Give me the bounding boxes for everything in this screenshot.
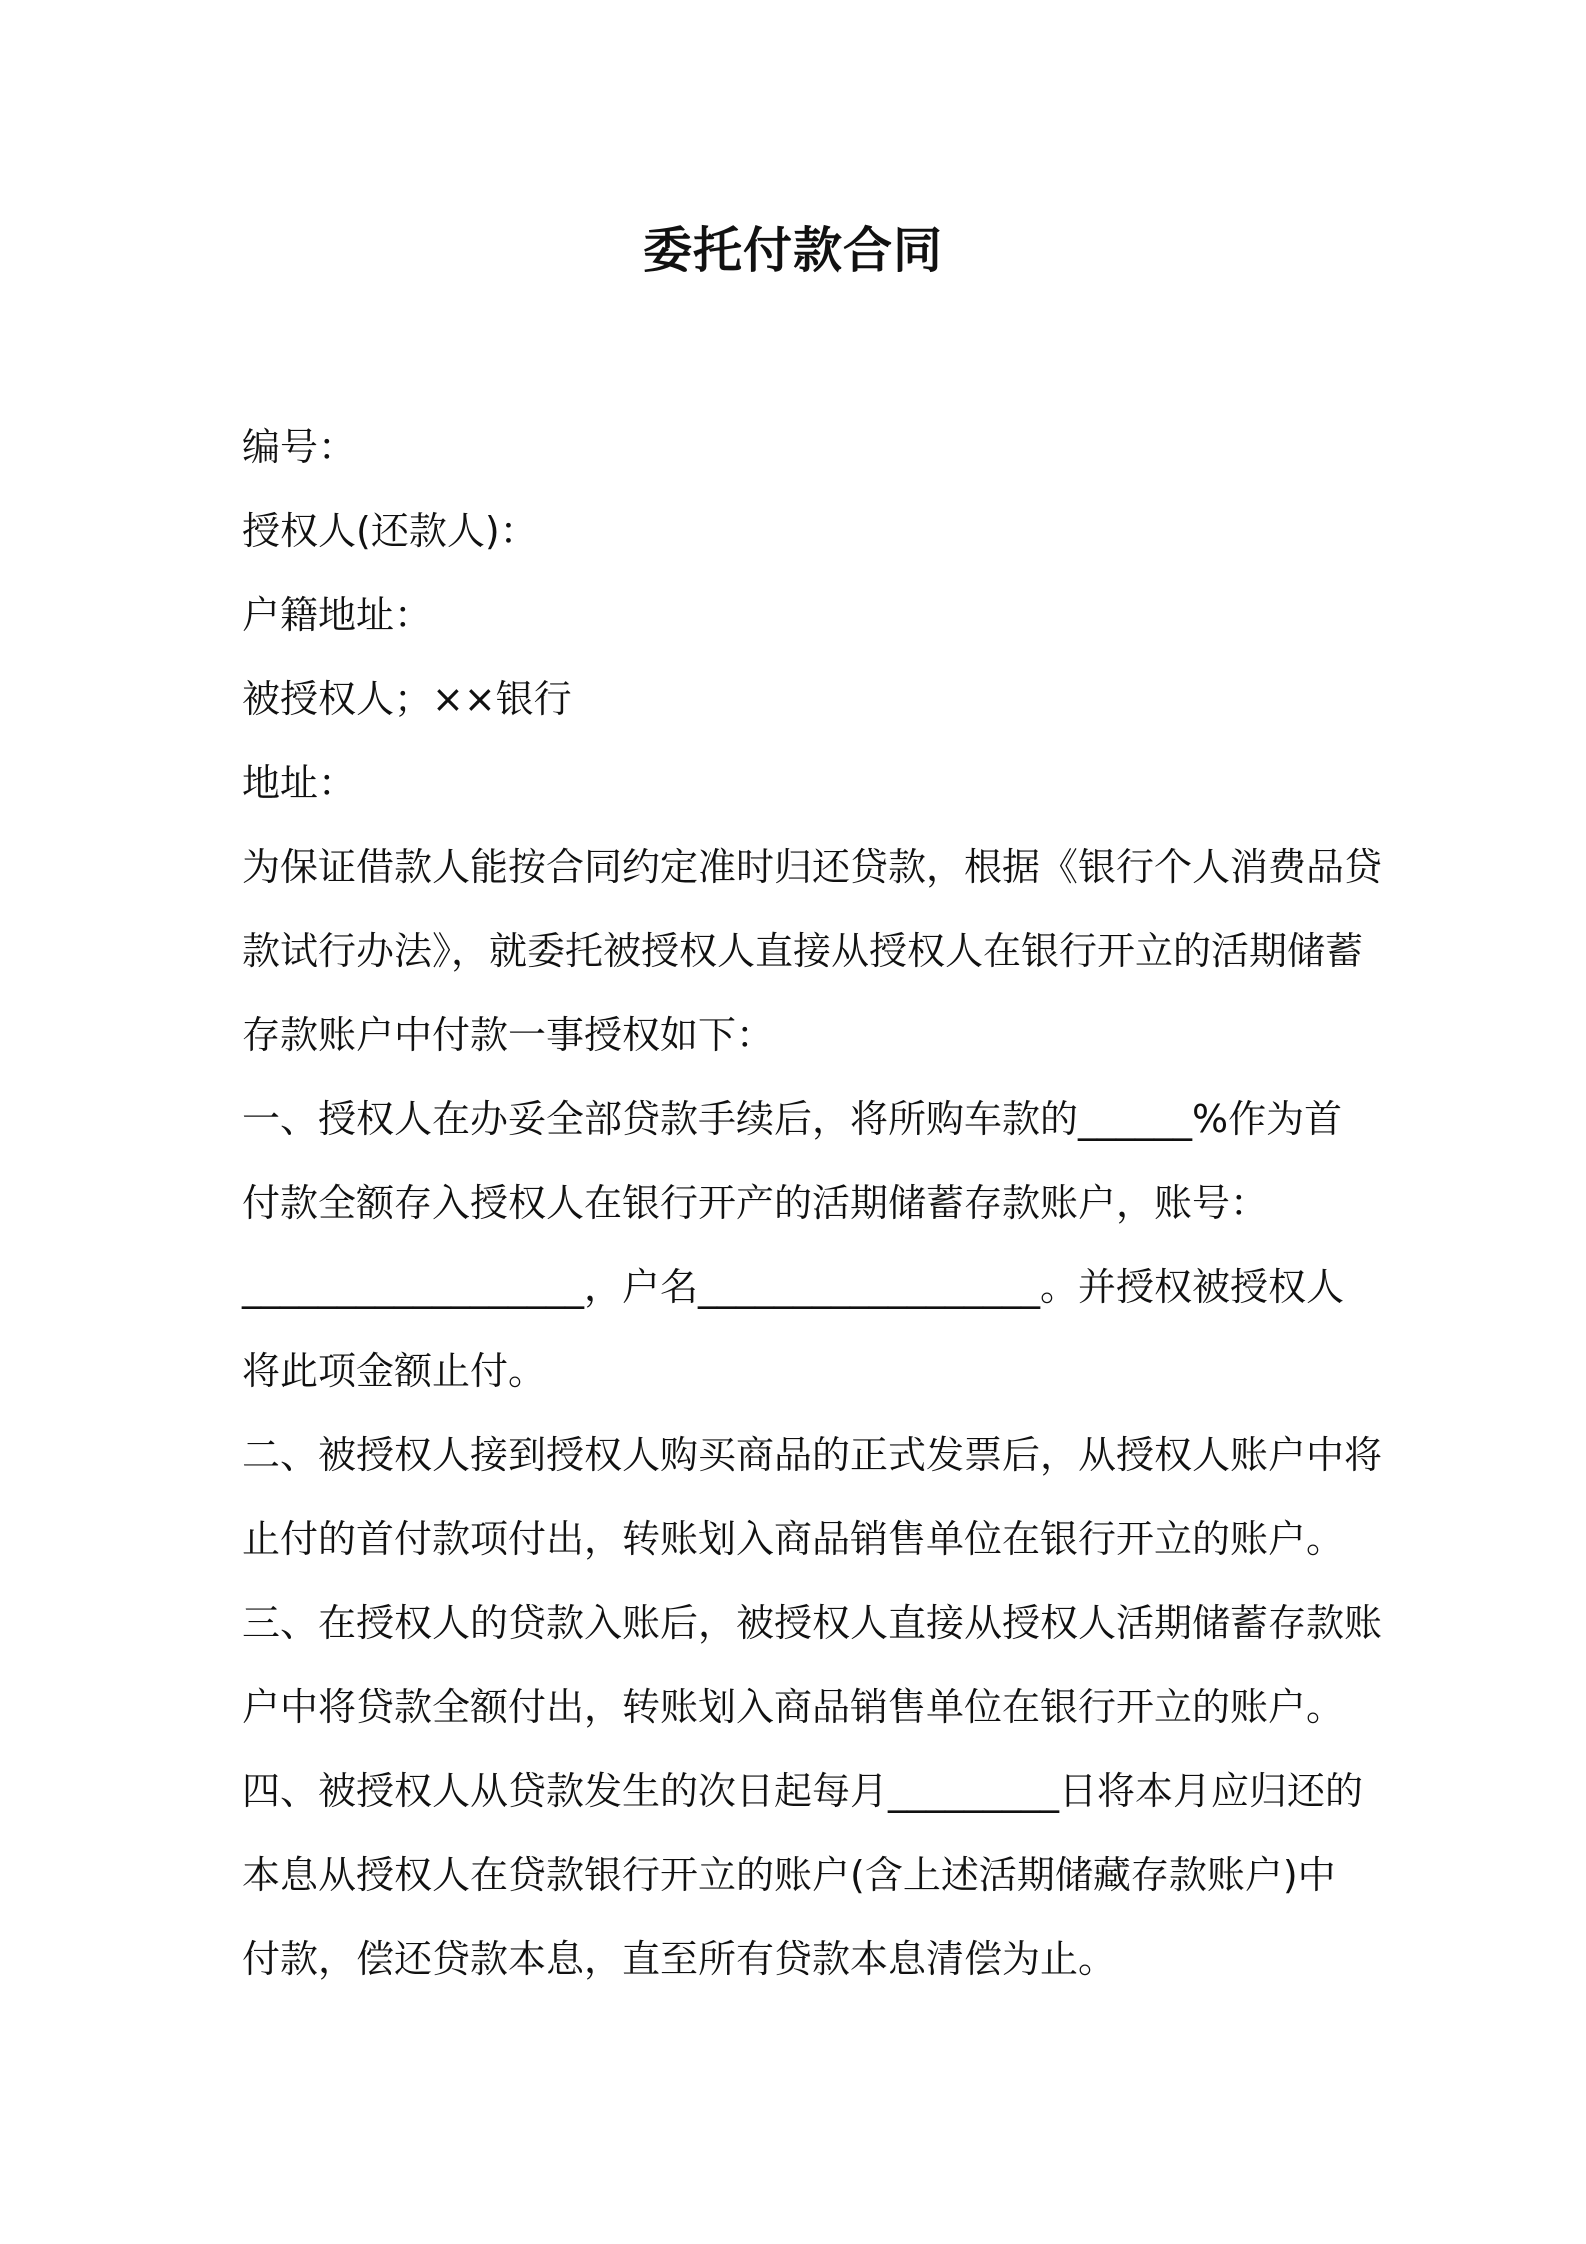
field-authorized-party: 被授权人；××银行 — [242, 677, 572, 721]
clause-1-line: 将此项金额止付。 — [242, 1349, 547, 1393]
clause-4-line: 本息从授权人在贷款银行开立的账户(含上述活期储藏存款账户)中 — [242, 1853, 1336, 1897]
field-address: 地址： — [242, 761, 357, 805]
field-authorizer: 授权人(还款人)： — [242, 509, 538, 553]
clause-3-line: 户中将贷款全额付出，转账划入商品销售单位在银行开立的账户。 — [242, 1685, 1345, 1729]
preamble-line: 存款账户中付款一事授权如下： — [242, 1013, 775, 1057]
clause-2-line: 止付的首付款项付出，转账划入商品销售单位在银行开立的账户。 — [242, 1517, 1345, 1561]
document-body — [242, 405, 1383, 2001]
clause-4-line: 付款，偿还贷款本息，直至所有贷款本息清偿为止。 — [242, 1937, 1117, 1981]
preamble-line: 款试行办法》，就委托被授权人直接从授权人在银行开立的活期储蓄 — [242, 929, 1364, 973]
preamble-line: 为保证借款人能按合同约定准时归还贷款，根据《银行个人消费品贷 — [242, 845, 1383, 889]
field-household-address: 户籍地址： — [242, 593, 433, 637]
clause-3-line: 三、在授权人的贷款入账后，被授权人直接从授权人活期储蓄存款账 — [242, 1601, 1383, 1645]
clause-1-line: 付款全额存入授权人在银行开产的活期储蓄存款账户，账号： — [242, 1181, 1269, 1225]
field-number: 编号： — [242, 425, 357, 469]
clause-1-line: __________________，户名__________________。并授权被授权人 — [242, 1265, 1345, 1309]
document-title: 委托付款合同 — [642, 222, 943, 279]
clause-2-line: 二、被授权人接到授权人购买商品的正式发票后，从授权人账户中将 — [242, 1433, 1383, 1477]
clause-1-line: 一、授权人在办妥全部贷款手续后，将所购车款的______%作为首 — [242, 1097, 1343, 1141]
clause-4-line: 四、被授权人从贷款发生的次日起每月_________日将本月应归还的 — [242, 1769, 1364, 1813]
